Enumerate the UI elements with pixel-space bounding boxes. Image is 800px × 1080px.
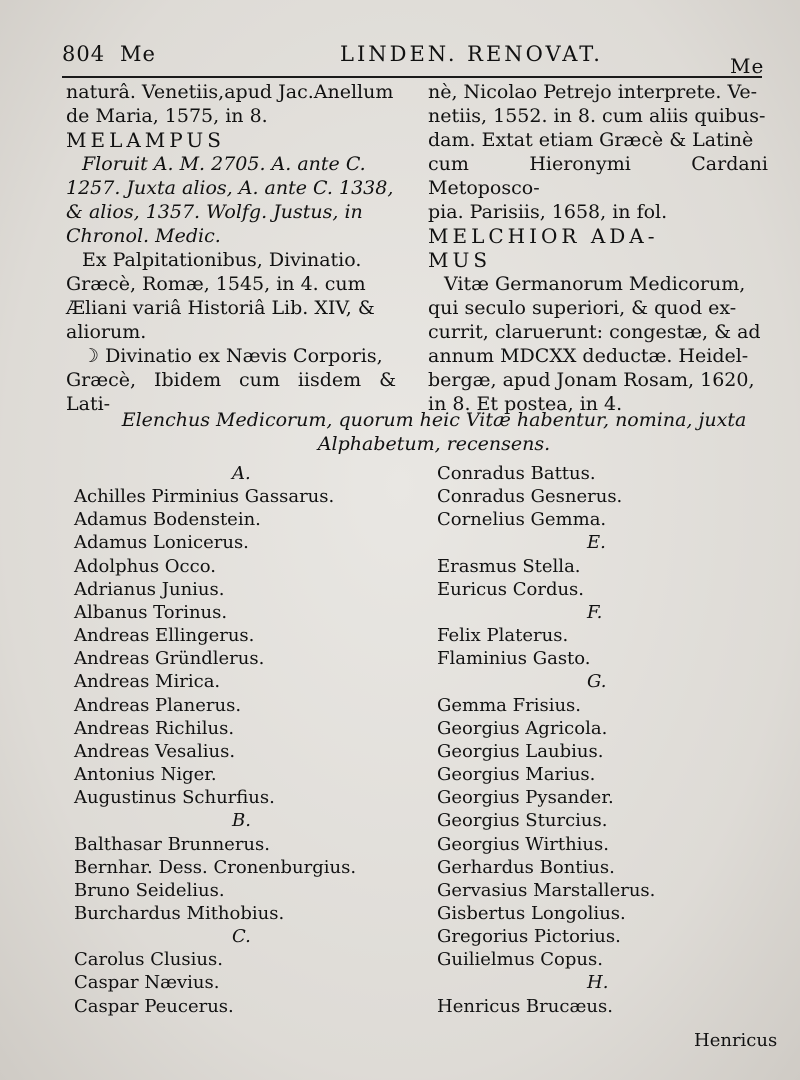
text-line: naturâ. Venetiis,apud Jac.Anellum <box>66 81 394 103</box>
physician-name: Erasmus Stella. <box>437 555 581 577</box>
physician-name: Cornelius Gemma. <box>437 509 607 531</box>
physician-name: Caspar Peucerus. <box>74 995 234 1017</box>
text-line: dam. Extat etiam Græcè & Latinè <box>428 129 754 151</box>
text-line: pia. Parisiis, 1658, in fol. <box>428 201 668 223</box>
physician-name: Antonius Niger. <box>74 764 217 786</box>
alphabet-letter: E. <box>587 532 606 554</box>
physician-name: Conradus Battus. <box>437 463 596 484</box>
text-line: Græcè, Ibidem cum iisdem & Lati- <box>66 369 396 415</box>
elenchus-line: Elenchus Medicorum, quorum heic Vitæ habentur, nomina, juxta <box>121 409 747 431</box>
page-number: 804 <box>62 42 106 66</box>
text-line: & alios, 1357. Wolfg. Justus, in <box>66 201 363 223</box>
physician-name: Gregorius Pictorius. <box>437 926 621 948</box>
physician-name: Augustinus Schurfius. <box>74 787 275 809</box>
physician-name: Andreas Richilus. <box>74 717 235 739</box>
running-header <box>62 42 800 78</box>
physician-name: Georgius Marius. <box>437 764 596 786</box>
text-line: Chronol. Medic. <box>66 225 221 247</box>
text-line: Græcè, Romæ, 1545, in 4. cum <box>66 273 366 295</box>
physician-name: Andreas Ellingerus. <box>74 625 255 647</box>
physician-name: Flaminius Gasto. <box>437 648 591 670</box>
physician-name: Carolus Clusius. <box>74 949 223 971</box>
physician-name: Adolphus Occo. <box>74 555 216 577</box>
catchword: Henricus <box>694 1030 778 1051</box>
physician-name: Achilles Pirminius Gassarus. <box>74 486 335 508</box>
text-line: Æliani variâ Historiâ Lib. XIV, & <box>66 297 375 319</box>
text-line: Vitæ Germanorum Medicorum, <box>444 273 746 295</box>
text-line: bergæ, apud Jonam Rosam, 1620, <box>428 369 755 391</box>
text-line: ☽ Divinatio ex Nævis Corporis, <box>82 345 383 367</box>
physician-name: Georgius Wirthius. <box>437 833 609 855</box>
physician-name: Georgius Pysander. <box>437 787 614 809</box>
text-line: annum MDCXX deductæ. Heidel- <box>428 345 749 367</box>
alphabet-letter: F. <box>587 601 603 623</box>
name-list-right <box>437 462 777 1018</box>
physician-name: Gemma Frisius. <box>437 694 582 716</box>
text-line: aliorum. <box>66 321 147 343</box>
physician-name: Caspar Nævius. <box>74 972 220 994</box>
text-line: in 8. Et postea, in 4. <box>428 393 623 415</box>
physician-name: Henricus Brucæus. <box>437 995 613 1017</box>
text-line: netiis, 1552. in 8. cum aliis quibus- <box>428 105 766 127</box>
physician-name: Burchardus Mithobius. <box>74 902 285 924</box>
physician-name: Bernhar. Dess. Cronenburgius. <box>74 856 357 878</box>
physician-name: Andreas Vesalius. <box>74 740 236 762</box>
left-text-column <box>66 80 396 416</box>
physician-name: Georgius Laubius. <box>437 740 604 762</box>
physician-name: Bruno Seidelius. <box>74 879 225 901</box>
alphabet-letter: B. <box>232 810 251 832</box>
right-guide-word: Me <box>730 54 765 78</box>
alphabet-letter: C. <box>232 926 251 948</box>
text-line: de Maria, 1575, in 8. <box>66 105 268 127</box>
physician-name: Balthasar Brunnerus. <box>74 833 270 855</box>
physician-name: Georgius Sturcius. <box>437 810 608 832</box>
physician-name: Gervasius Marstallerus. <box>437 879 656 901</box>
entry-heading-melchior-adamus: MELCHIOR ADA- <box>428 224 659 248</box>
running-title: LINDEN. RENOVAT. <box>340 42 603 66</box>
alphabet-letter: G. <box>587 671 607 693</box>
physician-name: Andreas Gründlerus. <box>74 648 265 670</box>
text-line: cum Hieronymi Cardani Metoposco- <box>428 153 768 199</box>
header-rule <box>62 76 762 78</box>
physician-name: Andreas Mirica. <box>74 671 221 693</box>
physician-name: Adamus Bodenstein. <box>74 509 261 531</box>
physician-name: Guilielmus Copus. <box>437 949 603 971</box>
alphabet-letter: H. <box>587 972 609 994</box>
right-text-column <box>428 80 768 416</box>
text-line: 1257. Juxta alios, A. ante C. 1338, <box>66 177 394 199</box>
physician-name: Euricus Cordus. <box>437 578 585 600</box>
physician-name: Gisbertus Longolius. <box>437 902 626 924</box>
name-list-left <box>74 462 414 1018</box>
elenchus-line: Alphabetum, recensens. <box>317 433 551 455</box>
physician-name: Gerhardus Bontius. <box>437 856 615 878</box>
entry-heading-melampus: MELAMPUS <box>66 128 225 152</box>
entry-heading-melchior-adamus: MUS <box>428 248 492 272</box>
physician-name: Andreas Planerus. <box>74 694 242 716</box>
physician-name: Adrianus Junius. <box>74 578 225 600</box>
text-line: Ex Palpitationibus, Divinatio. <box>82 249 362 271</box>
physician-name: Georgius Agricola. <box>437 717 608 739</box>
alphabet-letter: A. <box>232 463 251 484</box>
text-line: nè, Nicolao Petrejo interprete. Ve- <box>428 81 758 103</box>
left-guide-word: Me <box>120 42 156 66</box>
physician-name: Conradus Gesnerus. <box>437 486 623 508</box>
physician-name: Felix Platerus. <box>437 625 569 647</box>
physician-name: Albanus Torinus. <box>74 601 228 623</box>
text-line: Floruit A. M. 2705. A. ante C. <box>82 153 366 175</box>
physician-name: Adamus Lonicerus. <box>74 532 249 554</box>
text-line: currit, claruerunt: congestæ, & ad <box>428 321 761 343</box>
text-line: qui seculo superiori, & quod ex- <box>428 297 737 319</box>
elenchus-heading <box>104 408 764 456</box>
